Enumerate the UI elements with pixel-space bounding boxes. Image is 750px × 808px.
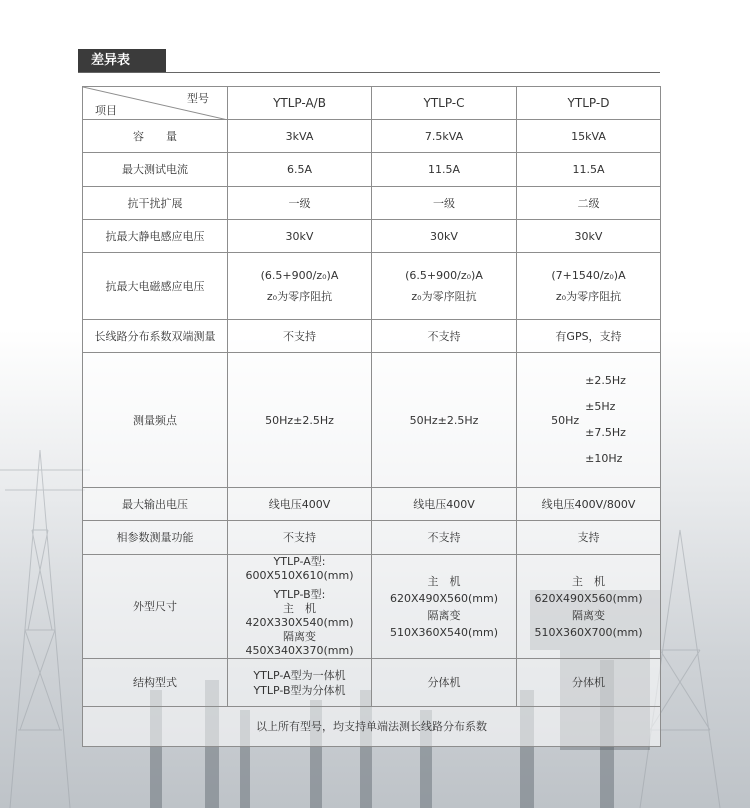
cell-ab — [228, 659, 372, 707]
cell-line: 隔离变510X360X540(mm) — [389, 608, 499, 639]
table-row — [83, 120, 661, 153]
cell-line: z₀为零序阻抗 — [411, 290, 477, 303]
frequency-group — [521, 368, 656, 472]
corner-cell — [83, 87, 228, 120]
cell-c: 11.5A — [372, 153, 517, 187]
cell-c: 7.5kVA — [372, 120, 517, 153]
cell-d: 分体机 — [517, 659, 661, 707]
cell-c: 一级 — [372, 187, 517, 220]
cell-line: YTLP-B型为分体机 — [253, 683, 346, 697]
cell-line: YTLP-B型: — [273, 588, 326, 601]
row-label: 抗干扰扩展 — [83, 187, 228, 220]
cell-ab: 一级 — [228, 187, 372, 220]
cell-line: YTLP-A型为一体机 — [253, 668, 346, 682]
model-header-d: YTLP-D — [517, 87, 661, 120]
frequency-item: ±2.5Hz — [585, 374, 626, 387]
cell-line: z₀为零序阻抗 — [266, 290, 333, 303]
cell-line: (6.5+900/z₀)A — [260, 269, 339, 282]
row-label: 测量频点 — [83, 353, 228, 488]
cell-c — [372, 253, 517, 320]
corner-item-label: 项目 — [95, 104, 117, 117]
row-label: 容 量 — [83, 120, 228, 153]
cell-c: 不支持 — [372, 521, 517, 555]
table-row — [83, 320, 661, 353]
row-label: 结构型式 — [83, 659, 228, 707]
cell-line: 主 机620X490X560(mm) — [389, 574, 499, 605]
corner-model-label: 型号 — [187, 92, 209, 105]
cell-d: 有GPS，支持 — [517, 320, 661, 353]
table-row — [83, 521, 661, 555]
cell-d: 二级 — [517, 187, 661, 220]
frequency-base: 50Hz — [551, 413, 580, 427]
cell-line: (7+1540/z₀)A — [551, 269, 626, 282]
title-divider — [78, 72, 660, 73]
cell-d — [517, 555, 661, 659]
row-label: 抗最大电磁感应电压 — [83, 253, 228, 320]
cell-ab — [228, 253, 372, 320]
cell-line: 隔离变510X360X700(mm) — [534, 608, 643, 639]
header-row — [83, 87, 661, 120]
table-row — [83, 187, 661, 220]
cell-d: 30kV — [517, 220, 661, 253]
table-row — [83, 353, 661, 488]
cell-c — [372, 555, 517, 659]
cell-d — [517, 253, 661, 320]
row-label: 最大测试电流 — [83, 153, 228, 187]
cell-ab: 不支持 — [228, 320, 372, 353]
cell-d — [517, 353, 661, 488]
cell-ab: 3kVA — [228, 120, 372, 153]
table-row — [83, 488, 661, 521]
cell-c: 不支持 — [372, 320, 517, 353]
row-label: 抗最大静电感应电压 — [83, 220, 228, 253]
table-row — [83, 555, 661, 659]
table-row — [83, 659, 661, 707]
cell-d: 线电压400V/800V — [517, 488, 661, 521]
footer-note: 以上所有型号，均支持单端法测长线路分布系数 — [83, 707, 661, 747]
cell-line: YTLP-A型: — [273, 555, 326, 568]
cell-d: 15kVA — [517, 120, 661, 153]
cell-line: 主 机420X330X540(mm) — [245, 602, 354, 629]
table-row — [83, 220, 661, 253]
table-row — [83, 253, 661, 320]
cell-ab: 线电压400V — [228, 488, 372, 521]
cell-c: 分体机 — [372, 659, 517, 707]
cell-ab: 不支持 — [228, 521, 372, 555]
cell-line: z₀为零序阻抗 — [555, 290, 622, 303]
model-header-ab: YTLP-A/B — [228, 87, 372, 120]
cell-line: 主 机620X490X560(mm) — [534, 574, 643, 605]
cell-ab: 30kV — [228, 220, 372, 253]
cell-d: 11.5A — [517, 153, 661, 187]
cell-c: 30kV — [372, 220, 517, 253]
cell-c: 50Hz±2.5Hz — [372, 353, 517, 488]
cell-ab: 50Hz±2.5Hz — [228, 353, 372, 488]
cell-line: (6.5+900/z₀)A — [405, 269, 483, 282]
row-label: 最大输出电压 — [83, 488, 228, 521]
footer-row — [83, 707, 661, 747]
cell-ab — [228, 555, 372, 659]
row-label: 长线路分布系数双端测量 — [83, 320, 228, 353]
table-row — [83, 153, 661, 187]
cell-line: 600X510X610(mm) — [245, 569, 354, 582]
cell-line: 隔离变450X340X370(mm) — [245, 630, 354, 657]
row-label: 外型尺寸 — [83, 555, 228, 659]
row-label: 相参数测量功能 — [83, 521, 228, 555]
cell-c: 线电压400V — [372, 488, 517, 521]
model-header-c: YTLP-C — [372, 87, 517, 120]
cell-ab: 6.5A — [228, 153, 372, 187]
cell-d: 支持 — [517, 521, 661, 555]
comparison-table — [82, 86, 661, 747]
frequency-list — [585, 368, 626, 472]
frequency-item: ±5Hz — [585, 400, 616, 413]
frequency-item: ±7.5Hz — [585, 426, 626, 439]
section-title: 差异表 — [78, 49, 166, 72]
frequency-item: ±10Hz — [585, 452, 623, 465]
